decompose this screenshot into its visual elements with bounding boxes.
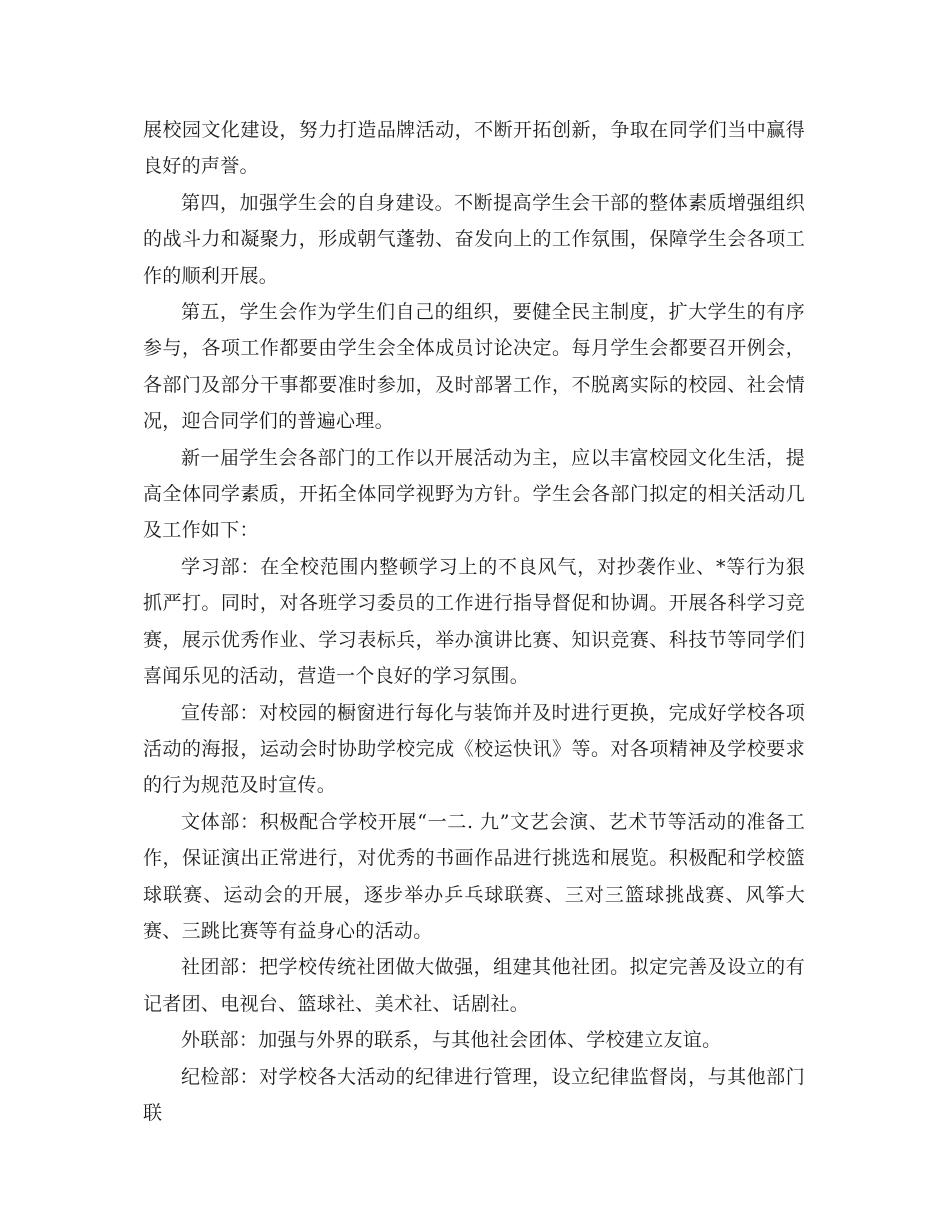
paragraph-study-department: 学习部：在全校范围内整顿学习上的不良风气，对抄袭作业、*等行为狠抓严打。同时，对各班学习委员的工作进行指导督促和协调。开展各科学习竞赛，展示优秀作业、学习表标兵，举办演讲比赛、知识竞赛、科技节等同学们喜闻乐见的活动，营造一个良好的学习氛围。 [143,555,805,688]
document-body [143,112,805,1131]
paragraph-continuation: 展校园文化建设，努力打造品牌活动，不断开拓创新，争取在同学们当中赢得良好的声誉。 [143,119,805,178]
paragraph-club-department: 社团部：把学校传统社团做大做强，组建其他社团。拟定完善及设立的有记者团、电视台、篮球社、美术社、话剧社。 [143,956,805,1015]
paragraph-fifth-point: 第五，学生会作为学生们自己的组织，要健全民主制度，扩大学生的有序参与，各项工作都要由学生会全体成员讨论决定。每月学生会都要召开例会，各部门及部分干事都要准时参加，及时部署工作，不脱离实际的校园、社会情况，迎合同学们的普遍心理。 [143,301,805,433]
paragraph-discipline-department: 纪检部：对学校各大活动的纪律进行管理，设立纪律监督岗，与其他部门联 [143,1065,805,1124]
paragraph-external-relations-department: 外联部：加强与外界的联系，与其他社会团体、学校建立友谊。 [181,1029,722,1052]
paragraph-culture-sports-department: 文体部：积极配合学校开展“一二. 九”文艺会演、艺术节等活动的准备工作，保证演出正常进行，对优秀的书画作品进行挑选和展览。积极配和学校篮球联赛、运动会的开展，逐步举办乒乓球联赛、三对三篮球挑战赛、风筝大赛、三跳比赛等有益身心的活动。 [143,810,805,942]
paragraph-departments-intro: 新一届学生会各部门的工作以开展活动为主，应以丰富校园文化生活，提高全体同学素质，开拓全体同学视野为方针。学生会各部门拟定的相关活动几及工作如下： [143,446,805,542]
paragraph-fourth-point: 第四，加强学生会的自身建设。不断提高学生会干部的整体素质增强组织的战斗力和凝聚力，形成朝气蓬勃、奋发向上的工作氛围，保障学生会各项工作的顺利开展。 [143,191,805,287]
paragraph-publicity-department: 宣传部：对校园的橱窗进行每化与装饰并及时进行更换，完成好学校各项活动的海报，运动会时协助学校完成《校运快讯》等。对各项精神及学校要求的行为规范及时宣传。 [143,701,805,797]
